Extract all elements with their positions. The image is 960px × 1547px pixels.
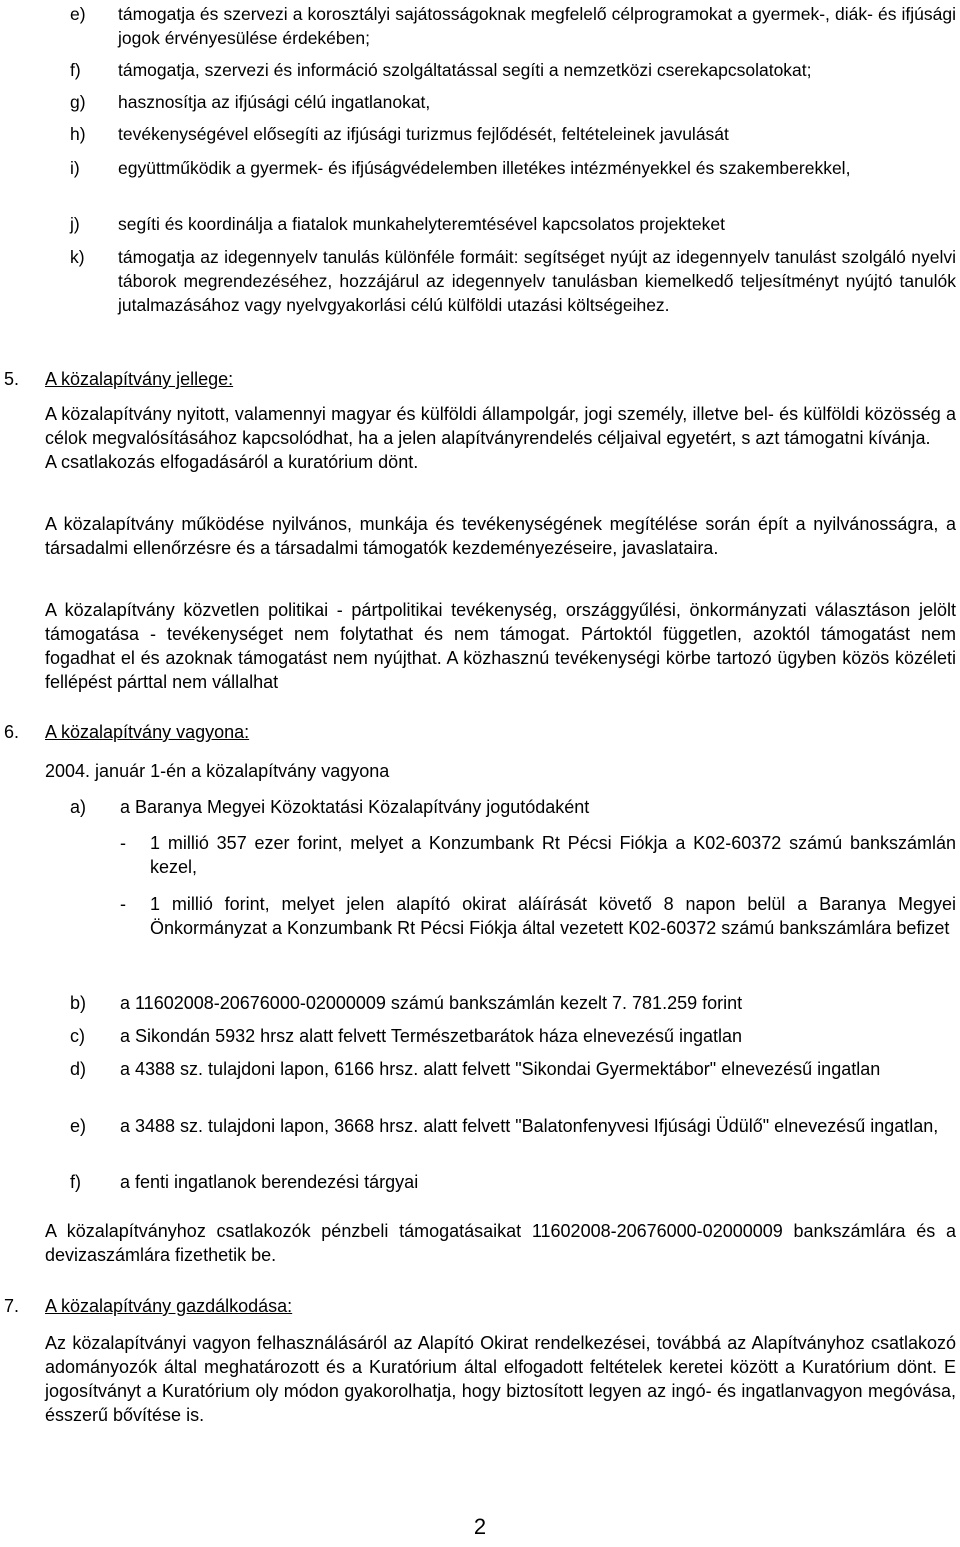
asset-dash-item-1 xyxy=(120,831,956,879)
section5-paragraph-1 xyxy=(45,402,956,474)
section-number: 5. xyxy=(4,369,20,389)
section5-paragraph-2 xyxy=(45,512,956,560)
asset-dash-item-2 xyxy=(120,892,956,940)
list-marker: - xyxy=(120,833,126,853)
list-marker: h) xyxy=(70,124,86,144)
section-heading-6 xyxy=(4,720,249,744)
list-text: 1 millió 357 ezer forint, melyet a Konzumbank Rt Pécsi Fiókja a K02-60372 számú bankszámlán kezel, xyxy=(150,833,956,877)
list-marker: a) xyxy=(70,797,87,817)
section-heading-7 xyxy=(4,1294,292,1318)
list-text: a 11602008-20676000-02000009 számú bankszámlán kezelt 7. 781.259 forint xyxy=(120,993,743,1013)
list-item-k xyxy=(70,245,956,317)
list-text: támogatja, szervezi és információ szolgáltatással segíti a nemzetközi cserekapcsolatokat; xyxy=(118,60,812,80)
paragraph-text: 2004. január 1-én a közalapítvány vagyona xyxy=(45,761,390,781)
asset-item-a xyxy=(70,795,956,819)
paragraph-text: A közalapítvány nyitott, valamennyi magyar és külföldi állampolgár, jogi személy, illetve bel- és külföldi közösség a célok megvalósításához kapcsolódhat, ha a jelen alapítványrendelés céljaival egyetért, s azt támogatni kívánja. xyxy=(45,404,956,448)
section-title: A közalapítvány gazdálkodása: xyxy=(45,1296,293,1316)
list-text: segíti és koordinálja a fiatalok munkahelyteremtésével kapcsolatos projekteket xyxy=(118,214,725,234)
list-text: a 3488 sz. tulajdoni lapon, 3668 hrsz. alatt felvett "Balatonfenyvesi Ifjúsági Üdülő" elnevezésű ingatlan, xyxy=(120,1116,939,1136)
section-title: A közalapítvány vagyona: xyxy=(45,722,250,742)
asset-item-f xyxy=(70,1170,956,1194)
section-number: 6. xyxy=(4,722,20,742)
paragraph-text: A közalapítvány közvetlen politikai - pártpolitikai tevékenység, országgyűlési, önkormányzati választáson jelölt támogatása - tevékenységet nem folytathat és nem támogat. Pártoktól független, azoktól támogatást nem fogadhat el és azoknak támogatást nem nyújthat. A közhasznú tevékenységi körbe tartozó ügyben közös közéleti fellépést párttal nem vállalhat xyxy=(45,600,956,692)
list-marker: i) xyxy=(70,158,80,178)
paragraph-text: A csatlakozás elfogadásáról a kuratórium dönt. xyxy=(45,452,419,472)
list-text: támogatja az idegennyelv tanulás különféle formáit: segítséget nyújt az idegennyelv tanulást szolgáló nyelvi táborok megrendezéséhez, hozzájárul az idegennyelv tanulásban kiemelkedő teljesítményt nyújtó tanulók jutalmazásához vagy nyelvgyakorlási célú külföldi utazási költségeihez. xyxy=(118,247,956,315)
list-text: támogatja és szervezi a korosztályi sajátosságoknak megfelelő célprogramokat a gyermek-, diák- és ifjúsági jogok érvényesülése érdekében; xyxy=(118,4,956,48)
paragraph-text: A közalapítvány működése nyilvános, munkája és tevékenységének megítélése során épít a nyilvánosságra, a társadalmi ellenőrzésre és a társadalmi támogatók kezdeményezéseire, javaslataira. xyxy=(45,514,956,558)
list-text: a Baranya Megyei Közoktatási Közalapítvány jogutódaként xyxy=(120,797,590,817)
list-text: együttműködik a gyermek- és ifjúságvédelemben illetékes intézményekkel és szakemberekkel, xyxy=(118,158,851,178)
list-marker: g) xyxy=(70,92,86,112)
section-number: 7. xyxy=(4,1296,20,1316)
asset-item-c xyxy=(70,1024,956,1048)
section-title: A közalapítvány jellege: xyxy=(45,369,234,389)
list-text: a fenti ingatlanok berendezési tárgyai xyxy=(120,1172,419,1192)
list-item-h xyxy=(70,122,956,146)
asset-item-b xyxy=(70,991,956,1015)
list-text: 1 millió forint, melyet jelen alapító okirat aláírását követő 8 napon belül a Baranya Megyei Önkormányzat a Konzumbank Rt Pécsi Fiókja által vezetett K02-60372 számú bankszámlára befizet xyxy=(150,894,956,938)
section5-paragraph-3 xyxy=(45,598,956,694)
list-marker: f) xyxy=(70,60,81,80)
paragraph-text: A közalapítványhoz csatlakozók pénzbeli támogatásaikat 11602008-20676000-02000009 bankszámlára és a devizaszámlára fizethetik be. xyxy=(45,1221,956,1265)
paragraph-text: Az közalapítványi vagyon felhasználásáról az Alapító Okirat rendelkezései, továbbá az Alapítványhoz csatlakozó adományozók által meghatározott és a Kuratórium által elfogadott feltételek keretei között a Kuratórium dönt. E jogosítványt a Kuratórium oly módon gyakorolhatja, hogy biztosított legyen az ingó- és ingatlanvagyon megóvása, ésszerű bővítése is. xyxy=(45,1333,956,1425)
list-marker: j) xyxy=(70,214,80,234)
list-text: a Sikondán 5932 hrsz alatt felvett Természetbarátok háza elnevezésű ingatlan xyxy=(120,1026,743,1046)
asset-item-d xyxy=(70,1057,956,1081)
list-marker: c) xyxy=(70,1026,85,1046)
list-marker: f) xyxy=(70,1172,81,1192)
list-marker: k) xyxy=(70,247,85,267)
list-marker: - xyxy=(120,894,126,914)
section6-intro xyxy=(45,759,956,783)
list-text: hasznosítja az ifjúsági célú ingatlanokat, xyxy=(118,92,431,112)
list-item-e xyxy=(70,2,956,50)
list-text: a 4388 sz. tulajdoni lapon, 6166 hrsz. alatt felvett "Sikondai Gyermektábor" elnevezésű ingatlan xyxy=(120,1059,881,1079)
list-item-i xyxy=(70,156,956,180)
list-text: tevékenységével elősegíti az ifjúsági turizmus fejlődését, feltételeinek javulását xyxy=(118,124,729,144)
list-item-j xyxy=(70,212,956,236)
section-heading-5 xyxy=(4,367,233,391)
section7-paragraph-1 xyxy=(45,1331,956,1427)
list-item-f xyxy=(70,58,956,82)
list-item-g xyxy=(70,90,956,114)
list-marker: d) xyxy=(70,1059,87,1079)
asset-item-e xyxy=(70,1114,956,1138)
section6-closing xyxy=(45,1219,956,1267)
list-marker: e) xyxy=(70,4,86,24)
list-marker: e) xyxy=(70,1116,87,1136)
list-marker: b) xyxy=(70,993,87,1013)
page-number: 2 xyxy=(473,1514,487,1539)
